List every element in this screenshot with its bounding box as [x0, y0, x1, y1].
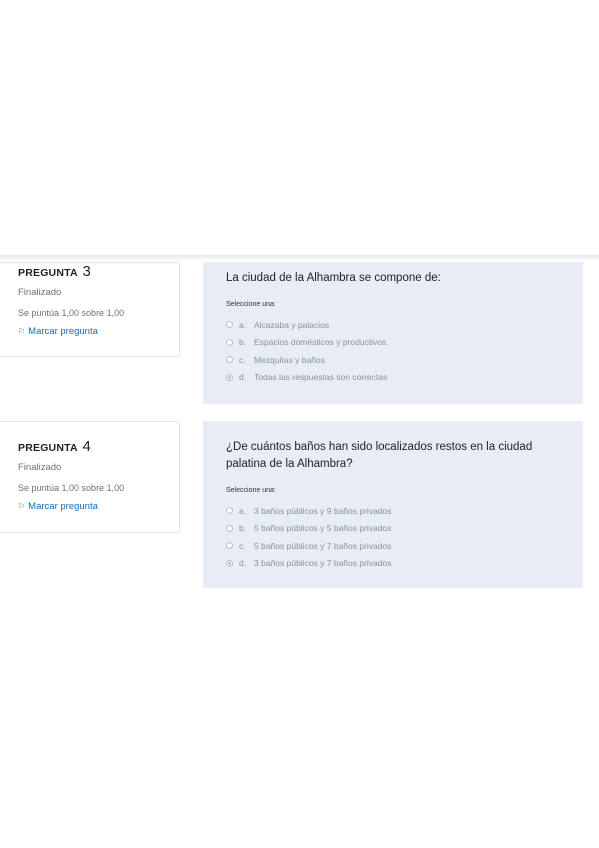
flag-icon: ⚐	[18, 327, 26, 336]
option-letter: c.	[239, 540, 246, 551]
option-letter: b.	[239, 523, 247, 534]
question-grade: Se puntúa 1,00 sobre 1,00	[18, 308, 125, 318]
option-letter: a.	[239, 505, 247, 516]
answer-option-d[interactable]	[226, 555, 563, 573]
option-letter: c.	[239, 354, 246, 365]
radio-button-selected[interactable]	[226, 560, 233, 567]
radio-button[interactable]	[226, 339, 233, 346]
answer-option-b[interactable]	[226, 334, 563, 352]
option-text: Alcazaba y palacios	[254, 319, 330, 330]
question-grade: Se puntúa 1,00 sobre 1,00	[18, 483, 125, 493]
answer-option-c[interactable]	[226, 351, 563, 369]
radio-button[interactable]	[226, 525, 233, 532]
radio-button-selected[interactable]	[226, 374, 233, 381]
flag-icon: ⚐	[18, 502, 26, 511]
answer-prompt: Seleccione una:	[226, 487, 276, 494]
flag-question-link[interactable]	[18, 501, 98, 512]
question-number	[18, 263, 179, 282]
question-4-info	[0, 421, 180, 533]
answer-option-a[interactable]	[226, 502, 563, 520]
option-text: 3 baños públicos y 7 baños privados	[254, 558, 392, 569]
flag-question-link[interactable]	[18, 326, 98, 337]
flag-question-label: Marcar pregunta	[28, 326, 98, 337]
flag-question-label: Marcar pregunta	[28, 501, 98, 512]
option-text: 5 baños públicos y 5 baños privados	[254, 523, 392, 534]
option-letter: a.	[239, 319, 247, 330]
answer-option-b[interactable]	[226, 520, 563, 538]
radio-button[interactable]	[226, 507, 233, 514]
question-number	[18, 438, 179, 457]
question-number-value: 3	[82, 263, 92, 280]
option-letter: d.	[239, 372, 247, 383]
answer-list	[226, 316, 563, 386]
option-text: Todas las respuestas son correctas	[254, 372, 388, 383]
page-shadow-divider	[0, 255, 599, 261]
question-state: Finalizado	[18, 287, 62, 298]
radio-button[interactable]	[226, 542, 233, 549]
answer-list	[226, 502, 563, 572]
question-text: La ciudad de la Alhambra se compone de:	[226, 272, 441, 284]
option-text: Espacios domésticos y productivos.	[254, 337, 389, 348]
question-4-content	[203, 421, 583, 588]
question-3-content	[203, 262, 583, 404]
option-text: 3 baños públicos y 9 baños privados	[254, 505, 392, 516]
radio-button[interactable]	[226, 356, 233, 363]
radio-button[interactable]	[226, 321, 233, 328]
question-text: ¿De cuántos baños han sido localizados restos en la ciudad palatina de la Alhambra?	[226, 441, 533, 470]
question-state: Finalizado	[18, 462, 62, 473]
question-3-info	[0, 262, 180, 357]
question-label: PREGUNTA	[18, 442, 78, 454]
question-label: PREGUNTA	[18, 267, 78, 279]
answer-option-c[interactable]	[226, 537, 563, 555]
option-text: 5 baños públicos y 7 baños privados	[254, 540, 392, 551]
option-letter: b.	[239, 337, 247, 348]
option-letter: d.	[239, 558, 247, 569]
answer-option-a[interactable]	[226, 316, 563, 334]
question-number-value: 4	[82, 438, 92, 455]
answer-prompt: Seleccione una:	[226, 301, 276, 308]
option-text: Mezquitas y baños	[254, 354, 325, 365]
answer-option-d[interactable]	[226, 369, 563, 387]
